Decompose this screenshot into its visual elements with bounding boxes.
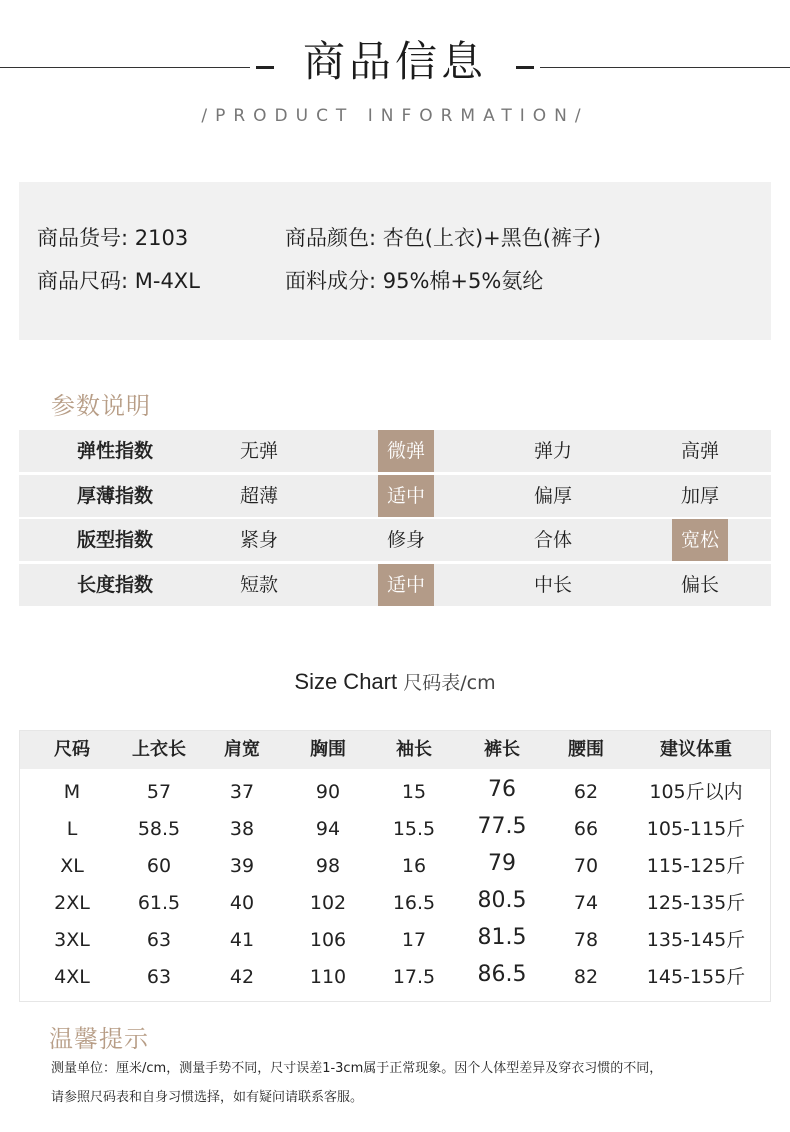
size-chart-cell: 79 xyxy=(488,851,516,876)
size-chart-cell: 66 xyxy=(573,818,599,840)
size-chart-title-cn: 尺码表/cm xyxy=(403,672,496,694)
params-option: 合体 xyxy=(533,529,572,551)
size-chart-cell: 81.5 xyxy=(477,925,527,950)
size-chart-cell: 86.5 xyxy=(477,962,527,987)
header-dash-right xyxy=(516,66,534,69)
params-row xyxy=(19,519,771,561)
fabric-composition: 面料成分: 95%棉+5%氨纶 xyxy=(285,269,544,293)
size-chart-cell: 37 xyxy=(229,781,255,803)
page-title: 商品信息 xyxy=(302,37,487,86)
size-chart-cell: 115-125斤 xyxy=(646,855,746,877)
params-option: 加厚 xyxy=(680,485,719,507)
params-row-label: 版型指数 xyxy=(76,529,153,551)
product-info-box xyxy=(19,182,771,340)
params-option-selected: 适中 xyxy=(378,564,434,606)
size-chart-cell: 98 xyxy=(315,855,341,877)
size-chart-cell: 17.5 xyxy=(392,966,436,988)
size-chart-cell: 74 xyxy=(573,892,599,914)
size-chart-cell: 62 xyxy=(573,781,599,803)
size-chart-cell: 102 xyxy=(309,892,347,914)
page-subtitle: /PRODUCT INFORMATION/ xyxy=(201,106,589,126)
params-option: 超薄 xyxy=(239,485,278,507)
size-chart-cell: 61.5 xyxy=(137,892,181,914)
size-chart-cell: 2XL xyxy=(54,892,90,914)
params-option: 偏长 xyxy=(680,574,719,596)
size-chart-cell: XL xyxy=(60,855,84,877)
header-rule-right xyxy=(540,67,790,68)
size-chart-header-cell: 袖长 xyxy=(396,739,432,760)
product-size-range: 商品尺码: M-4XL xyxy=(37,269,200,293)
size-chart-cell: 135-145斤 xyxy=(646,929,746,951)
size-chart-cell: 110 xyxy=(309,966,347,988)
size-chart-cell: 38 xyxy=(229,818,255,840)
size-chart-header-cell: 肩宽 xyxy=(224,739,260,760)
params-option-selected: 适中 xyxy=(378,475,434,517)
params-option: 中长 xyxy=(533,574,572,596)
size-chart-cell: 145-155斤 xyxy=(646,966,746,988)
size-chart-cell: 39 xyxy=(229,855,255,877)
size-chart-header-row xyxy=(20,731,770,769)
size-chart-header-cell: 上衣长 xyxy=(132,739,186,760)
size-chart-cell: 77.5 xyxy=(477,814,527,839)
product-color: 商品颜色: 杏色(上衣)+黑色(裤子) xyxy=(285,226,602,250)
size-chart-cell: 42 xyxy=(229,966,255,988)
params-option: 短款 xyxy=(239,574,278,596)
size-chart-cell: 82 xyxy=(573,966,599,988)
size-chart-cell: 16 xyxy=(401,855,427,877)
size-chart-header-cell: 腰围 xyxy=(568,739,604,760)
params-row xyxy=(19,564,771,606)
size-chart-cell: M xyxy=(63,781,81,803)
size-chart-cell: 105-115斤 xyxy=(646,818,746,840)
params-option: 高弹 xyxy=(680,440,719,462)
size-chart-cell: 57 xyxy=(146,781,172,803)
params-title: 参数说明 xyxy=(51,392,151,420)
size-chart-cell: 94 xyxy=(315,818,341,840)
size-chart-title xyxy=(0,668,790,695)
params-option: 无弹 xyxy=(239,440,278,462)
size-chart-table xyxy=(19,730,771,1002)
size-chart-cell: 76 xyxy=(488,777,516,802)
notice-line-2: 请参照尺码表和自身习惯选择，如有疑问请联系客服。 xyxy=(51,1090,364,1105)
size-chart-cell: 15 xyxy=(401,781,427,803)
size-chart-cell: 60 xyxy=(146,855,172,877)
size-chart-title-en: Size Chart xyxy=(294,669,398,694)
size-chart-cell: 63 xyxy=(146,929,172,951)
size-chart-cell: 40 xyxy=(229,892,255,914)
size-chart-cell: 41 xyxy=(229,929,255,951)
params-row-label: 厚薄指数 xyxy=(76,485,153,507)
size-chart-cell: 70 xyxy=(573,855,599,877)
size-chart-cell: 15.5 xyxy=(392,818,436,840)
params-row-label: 长度指数 xyxy=(76,574,153,596)
size-chart-cell: 78 xyxy=(573,929,599,951)
params-row-label: 弹性指数 xyxy=(76,440,153,462)
size-chart-cell: 80.5 xyxy=(477,888,527,913)
size-chart-header-cell: 胸围 xyxy=(310,739,346,760)
params-row xyxy=(19,475,771,517)
size-chart-header-cell: 建议体重 xyxy=(660,739,732,760)
size-chart-cell: 63 xyxy=(146,966,172,988)
size-chart-cell: 125-135斤 xyxy=(646,892,746,914)
params-option: 偏厚 xyxy=(533,485,572,507)
size-chart-cell: 58.5 xyxy=(137,818,181,840)
params-option-selected: 微弹 xyxy=(378,430,434,472)
params-row xyxy=(19,430,771,472)
params-option-selected: 宽松 xyxy=(672,519,728,561)
size-chart-cell: 106 xyxy=(309,929,347,951)
params-option: 弹力 xyxy=(533,440,572,462)
size-chart-cell: 105斤以内 xyxy=(649,781,743,803)
size-chart-cell: 4XL xyxy=(54,966,90,988)
item-number: 商品货号: 2103 xyxy=(37,226,189,250)
params-option: 紧身 xyxy=(239,529,278,551)
params-option: 修身 xyxy=(386,529,425,551)
size-chart-cell: 16.5 xyxy=(392,892,436,914)
size-chart-header-cell: 裤长 xyxy=(484,739,520,760)
size-chart-cell: 90 xyxy=(315,781,341,803)
size-chart-cell: L xyxy=(66,818,78,840)
size-chart-cell: 3XL xyxy=(54,929,90,951)
notice-line-1: 测量单位：厘米/cm，测量手势不同，尺寸误差1-3cm属于正常现象。因个人体型差异及穿衣习惯的不同， xyxy=(51,1061,663,1076)
size-chart-header-cell: 尺码 xyxy=(54,739,90,760)
size-chart-cell: 17 xyxy=(401,929,427,951)
notice-title: 温馨提示 xyxy=(49,1025,149,1053)
